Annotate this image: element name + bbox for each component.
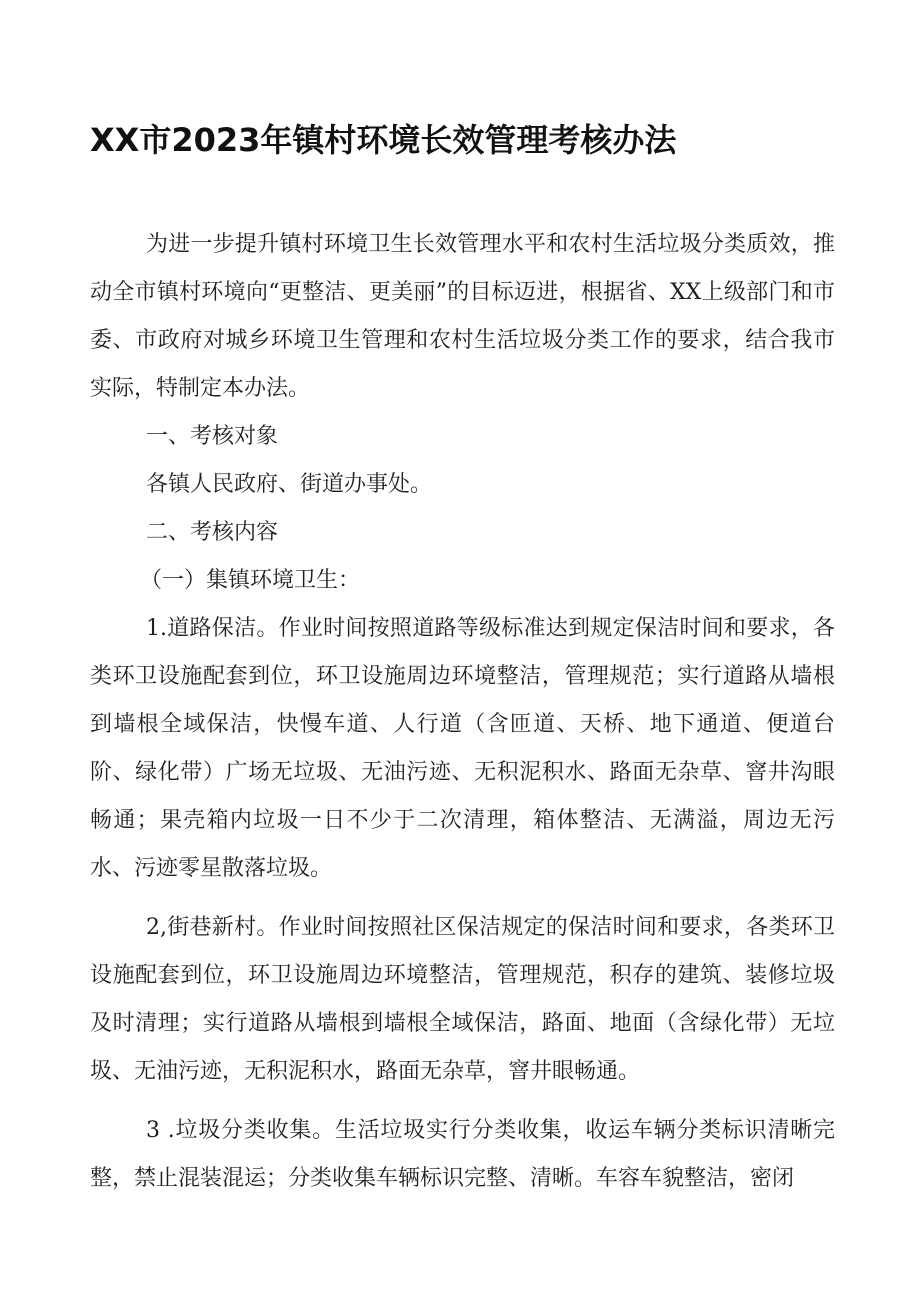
- paragraph-intro: 为进一步提升镇村环境卫生长效管理水平和农村生活垃圾分类质效，推动全市镇村环境向“更整洁、更美丽”的目标迈进，根据省、XX上级部门和市委、市政府对城乡环境卫生管理和农村生活垃圾分类工作的要求，结合我市实际，特制定本办法。: [90, 232, 835, 401]
- paragraph-road-cleaning: 1.道路保洁。作业时间按照道路等级标准达到规定保洁时间和要求，各类环卫设施配套到位，环卫设施周边环境整洁，管理规范；实行道路从墙根到墙根全域保洁，快慢车道、人行道（含匝道、天桥、地下通道、便道台阶、绿化带）广场无垃圾、无油污迹、无积泥积水、路面无杂草、窨井沟眼畅通；果壳箱内垃圾一日不少于二次清理，箱体整洁、无满溢，周边无污水、污迹零星散落垃圾。: [90, 616, 835, 881]
- subsection-heading-town-sanitation: （一）集镇环境卫生：: [140, 568, 361, 593]
- paragraph-waste-sorting: 3 .垃圾分类收集。生活垃圾实行分类收集，收运车辆分类标识清晰完整，禁止混装混运；分类收集车辆标识完整、清晰。车容车貌整洁，密闭: [90, 1118, 835, 1191]
- document-title: XX市2023年镇村环境长效管理考核办法: [90, 121, 677, 159]
- section-heading-assessment-content: 二、考核内容: [146, 520, 279, 545]
- document-body: [90, 221, 835, 1203]
- section-heading-assessment-target: 一、考核对象: [146, 424, 279, 449]
- paragraph-assessment-target: 各镇人民政府、街道办事处。: [146, 472, 433, 497]
- paragraph-streets-villages: 2,街巷新村。作业时间按照社区保洁规定的保洁时间和要求，各类环卫设施配套到位，环卫设施周边环境整洁，管理规范，积存的建筑、装修垃圾及时清理；实行道路从墙根到墙根全域保洁，路面、地面（含绿化带）无垃圾、无油污迹，无积泥积水，路面无杂草，窨井眼畅通。: [90, 915, 835, 1084]
